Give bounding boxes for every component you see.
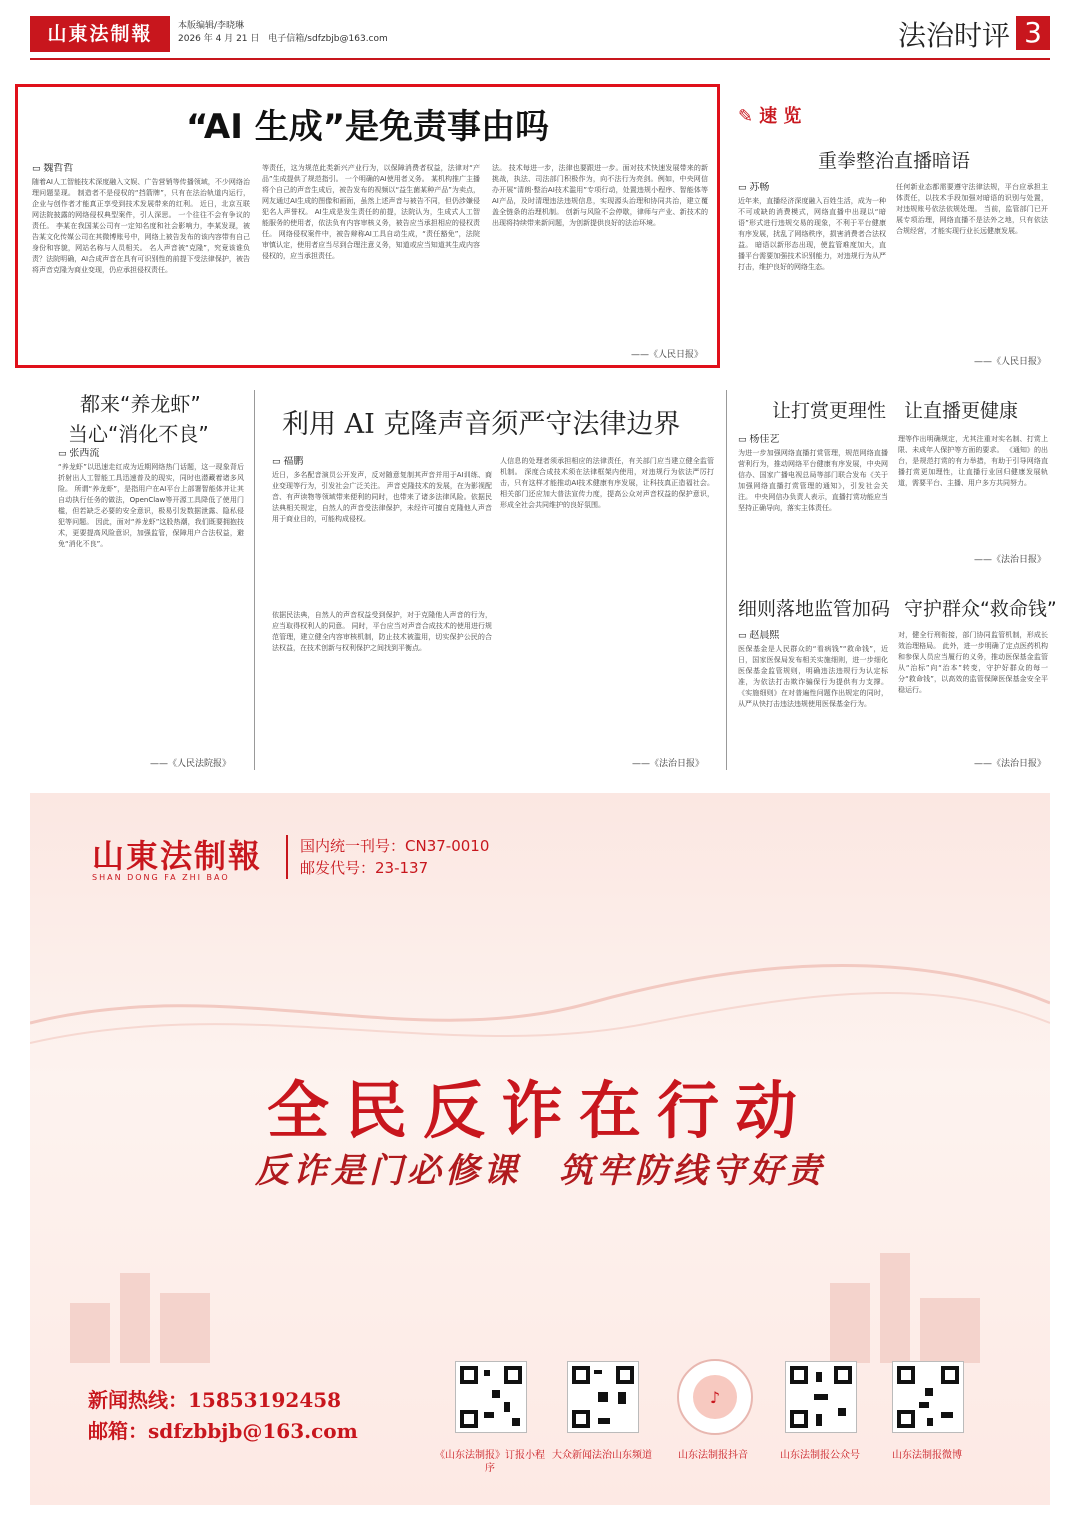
poster-divider [286,835,288,879]
column-divider-right [726,390,727,770]
editor-line: 本版编辑/李晓琳 [178,21,245,31]
section-title: 法治时评 [897,19,1010,52]
qr-icon [568,1362,638,1432]
story5-col1-text: 近日，多名配音演员公开发声，反对随意复制其声音并用于AI训练、商业变现等行为，引发社会广泛关注。 声音克隆技术的发展，在为影视配音、有声读物等领域带来便利的同时，也带来了诸多法律风险。依据民法典相关规定，自然人的声音受法律保护，未经许可擅自克隆他人声音用于商业目的，可能构成侵权。 [272,471,492,523]
svg-text:♪: ♪ [709,1388,721,1407]
story3-title-b: 守护群众“救命钱” [904,598,1057,620]
story2-col1-text: 为进一步加强网络直播打赏管理，规范网络直播营利行为，推动网络平台健康有序发展，中央网信办、国家广播电视总局等部门联合发布《关于加强网络直播打赏管理的通知》，引发社会关注。 中央网信办负责人表示，直播打赏功能应当坚持正确导向，落实主体责任。 [738,449,888,512]
editor-email: 电子信箱/sdfzbjb@163.com [268,34,388,44]
douyin-icon [679,1361,751,1433]
qr-caption-douyin: 山东法制报抖音 [678,1450,748,1461]
poster-logo-pinyin: SHAN DONG FA ZHI BAO [92,873,230,882]
story1-column-2: 任何新业态都需要遵守法律法规，平台应承担主体责任，以技术手段加强对暗语的识别与处置，对违规账号依法依规处理。 当前，监管部门已开展专项治理，网络直播不是法外之地，只有依法合规经营，才能实现行业长远健康发展。 [896,183,1048,235]
qr-code-dazhong[interactable] [567,1361,639,1433]
story1-title: 重拳整治直播暗语 [818,150,971,172]
story5-source: ——《法治日报》 [632,759,705,769]
story5-column-2: 人信息的处理者须承担相应的法律责任，有关部门应当建立健全监管机制。 深度合成技术须在法律框架内使用，对违规行为依法严厉打击，只有这样才能推动AI技术健康有序发展，让科技真正造福社会。 相关部门还应加大普法宣传力度，提高公众对声音权益的保护意识，形成全社会共同维护的良好氛围。 [500,457,714,509]
story1-column-1 [738,182,886,350]
story3-col1-text: 医保基金是人民群众的“看病钱”“救命钱”，近日，国家医保局发布相关实施细则，进一步细化医保基金监管规则，明确违法违规行为认定标准，为依法打击欺诈骗保行为提供有力支撑。 《实施细则》在对普遍性问题作出规定的同时，从严从快打击违法违规使用医保基金行为。 [738,645,888,708]
story3-column-1 [738,630,888,770]
qr-icon [456,1362,526,1432]
qr-icon [893,1362,963,1432]
header-rule [30,58,1050,60]
story3-column-2: 对，健全行刑衔接，部门协同监管机制，形成长效治理格局。 此外，进一步明确了定点医药机构和参保人员应当履行的义务，推动医保基金监管从“治标”向“治本”转变，守护好群众的每一分“救命钱”，以高效的监管保障医保基金安全平稳运行。 [898,631,1048,694]
story2-byline: ▭ 杨佳艺 [738,434,888,446]
story4-column [58,448,244,748]
story5-title: 利用 AI 克隆声音须严守法律边界 [282,409,681,440]
story3-byline: ▭ 赵晨熙 [738,630,888,642]
qr-caption-wechat: 山东法制报公众号 [780,1450,860,1461]
story1-source: ——《人民日报》 [973,357,1046,367]
story5-byline: ▭ 福鹏 [272,456,492,468]
poster-issn-block [300,835,489,879]
story2-column-2: 理等作出明确规定，尤其注重对实名制、打赏上限、未成年人保护等方面的要求。 《通知》的出台，是规范打赏的有力举措，有助于引导网络直播打赏更加理性，让直播行业回归健康发展轨道，需要平台、主播、用户多方共同努力。 [898,435,1048,487]
douyin-logo[interactable] [677,1359,753,1435]
quick-view-banner [738,102,801,128]
poster-logo: 山東法制報 [92,837,263,875]
date-email-line [178,33,388,46]
story4-title-line1: 都来“养龙虾” [80,392,201,416]
lead-source: ——《人民日报》 [630,350,703,360]
poster-issn: 国内统一刊号：CN37-0010 [300,837,490,855]
lead-article [15,84,720,368]
news-email: 邮箱：sdfzbbjb@163.com [88,1419,358,1443]
issue-date: 2026 年 4 月 21 日 [178,34,260,44]
poster-skyline-decoration [30,1213,1050,1363]
qr-caption-weibo: 山东法制报微博 [892,1450,962,1461]
qr-code-subscribe[interactable] [455,1361,527,1433]
anti-fraud-poster [30,793,1050,1505]
poster-contact [88,1385,358,1447]
masthead-logo: 山東法制報 [30,16,170,52]
story2-source: ——《法治日报》 [973,555,1046,565]
qr-code-wechat[interactable] [785,1361,857,1433]
qr-icon [786,1362,856,1432]
lead-column-1 [32,163,250,353]
story4-text: “养龙虾”以迅速走红成为近期网络热门话题，这一现象背后折射出人工智能工具迅速普及的现实，同时也潜藏着诸多风险。 所谓“养龙虾”，是指用户在AI平台上部署智能体并让其自动执行任务的做法，OpenClaw等开源工具降低了使用门槛，但若缺乏必要的安全意识，极易引发数据泄露、隐私侵犯等问题。 因此，面对“养龙虾”这股热潮，我们既要拥抱技术，更要提高风险意识，加强监管，保障用户合法权益，避免“消化不良”。 [58,463,244,548]
poster-postcode: 邮发代号：23-137 [300,859,429,877]
lead-title: “AI 生成”是免责事由吗 [185,107,550,147]
poster-subline: 反诈是门必修课 筑牢防线守好责 [255,1151,825,1191]
story5-column-1b: 依据民法典，自然人的声音权益受到保护，对于克隆他人声音的行为，应当取得权利人的同意。 同时，平台应当对声音合成技术的使用进行规范管理，建立健全内容审核机制，防止技术被滥用，切实保护公民的合法权益，在技术创新与权利保护之间找到平衡点。 [272,611,492,652]
poster-headline: 全民反诈在行动 [266,1074,813,1147]
story4-title-line2: 当心“消化不良” [68,422,209,446]
lead-column-2: 等责任，这为规范此类新兴产业行为，以保障消费者权益，法律对“产品”生成提供了规范指引。 一个明确的AI使用者义务。 某机构推广主播将个自己的声音生成后，被告发布的视频以“益生菌某种产品”为卖点，网友通过AI生成的图像和画面，虽然上述声音与被告不同，但仍涉嫌侵犯名人声誉权。 AI生成是发生责任的前提，法院认为，生成式人工智能服务的使用者，依法负有内容审核义务，被告应当承担相应的侵权责任。 网络侵权案件中，被告辩称AI工具自动生成，“责任豁免”，法院审慎认定，使用者应当尽到合理注意义务，知道或应当知道其生成内容侵权的，应当承担责任。 [262,164,480,260]
pen-icon: ✎ [738,106,754,127]
story3-source: ——《法治日报》 [973,759,1046,769]
news-hotline: 新闻热线：15853192458 [88,1388,342,1412]
poster-decoration [30,913,1050,1053]
lead-column-3: 法。 技术每进一步，法律也要跟进一步。面对技术快速发展带来的新挑战，执法、司法部门积极作为，向不法行为亮剑。例如，中央网信办开展“清朗·整治AI技术滥用”专项行动，处置违规小程序、智能体等AI产品，及时清理违法违规信息，实现源头治理和协同共治，建立覆盖全链条的治理机制。 创新与风险不会停歇，律师与产业、新技术的出现将持续带来新问题，为创新提供良好的法治环境。 [492,164,708,227]
page-number: 3 [1016,16,1050,50]
story2-title-a: 让打赏更理性 [772,400,887,422]
story4-source: ——《人民法院报》 [150,759,232,769]
header-meta [178,20,388,46]
story2-column-1 [738,434,888,584]
qr-caption-dazhong: 大众新闻法治山东频道 [552,1450,652,1461]
qr-caption-subscribe: 《山东法制报》订报小程序 [435,1450,545,1474]
story2-title-b: 让直播更健康 [904,400,1019,422]
lead-byline: ▭ 魏哲哲 [32,163,250,175]
story1-col1-text: 近年来，直播经济深度融入百姓生活，成为一种不可或缺的消费模式，网络直播中出现以“暗语”形式进行违规交易的现象，不利于平台健康有序发展，扰乱了网络秩序，损害消费者合法权益。 暗语以新形态出现，使监管难度加大，直播平台需要加强技术识别能力，对违规行为从严打击，维护良好的网络生态。 [738,197,886,271]
column-divider [254,390,255,770]
lead-col1-text: 随着AI人工智能技术深度融入文娱、广告营销等传播领域，不少网络治理问题显现。 制造者不是侵权的“挡箭牌”，只有在法治轨道内运行，企业与创作者才能真正享受到技术发展带来的红利。 近日，北京互联网法院披露的网络侵权典型案件，引人深思。 一个往往不会有争议的责任。 李某在我国某公司有一定知名度和社会影响力，李某发现，被告某文化传媒公司在其微博账号中，网络上被告发布的该内容带有自己身份和容貌，网站名称与人员相关。 名人声音被“克隆”，究竟该谁负责？法院明确，AI合成声音在具有可识别性的前提下受法律保护，被告将声音克隆为商业变现，仍应承担侵权责任。 [32,178,250,274]
quick-view-label: 速 览 [759,106,802,127]
story3-title-a: 细则落地监管加码 [738,598,891,620]
story4-byline: ▭ 张西流 [58,448,244,460]
qr-code-weibo[interactable] [892,1361,964,1433]
story1-byline: ▭ 苏畅 [738,182,886,194]
